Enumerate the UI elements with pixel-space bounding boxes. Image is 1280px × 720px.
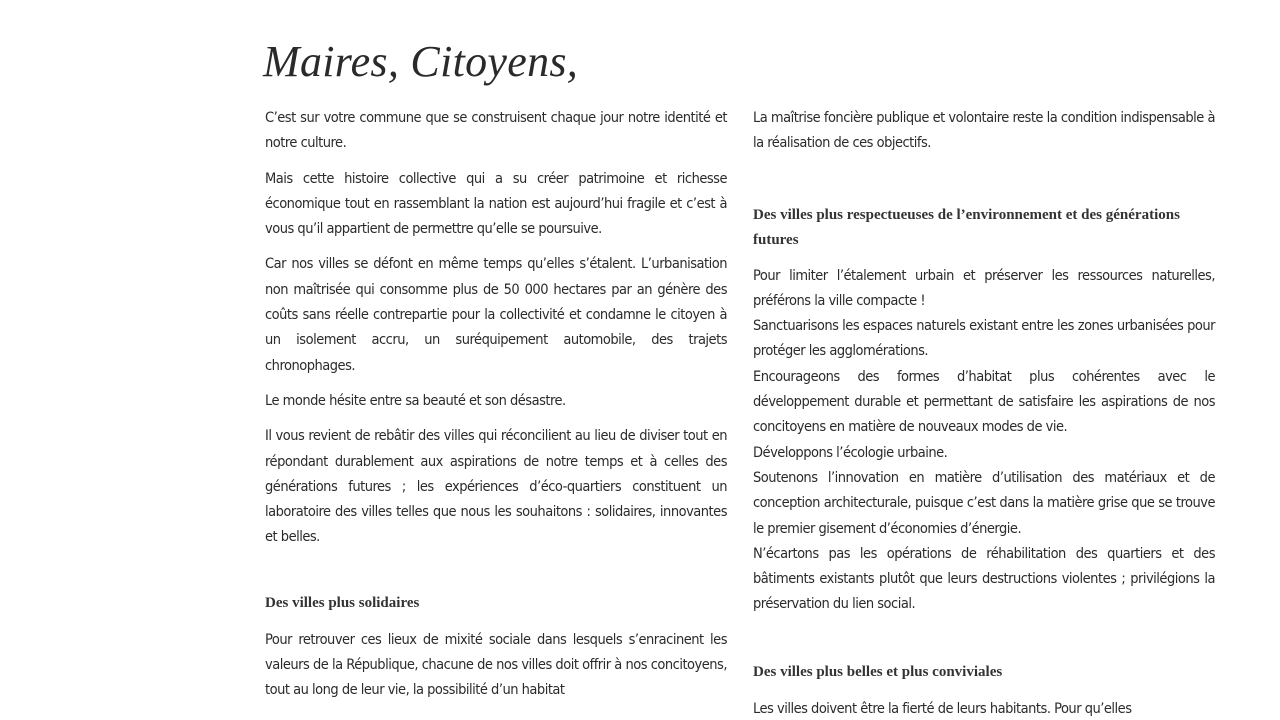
rebuild-cities-paragraph: Il vous revient de rebâtir des villes qui réconcilient au lieu de diviser tout en répondant durablement aux aspirations de notre temps et à celles des générations futures ; les expériences d’éco-quartiers constituent un laboratoire des villes telles que nous les souhaitons : solidaires, innovantes et belles.	[265, 428, 727, 546]
environnement-line: Développons l’écologie urbaine.	[753, 444, 948, 461]
environnement-paragraph	[753, 264, 1215, 618]
urban-sprawl-paragraph: Car nos villes se défont en même temps qu’elles s’étalent. L’urbanisation non maîtrisée qui consomme plus de 50 000 hectares par an génère des coûts sans réelle contrepartie pour la collectivité et condamne le citoyen à un isolement accru, un suréquipement automobile, des trajets chronophages.	[265, 256, 727, 374]
environnement-line: Pour limiter l’étalement urbain et préserver les ressources naturelles, préférons la ville compacte !	[753, 267, 1215, 309]
environnement-line: Soutenons l’innovation en matière d’utilisation des matériaux et de conception architecturale, puisque c’est dans la matière grise que se trouve le premier gisement d’économies d’énergie.	[753, 469, 1215, 537]
history-paragraph: Mais cette histoire collective qui a su créer patrimoine et richesse économique tout en rassemblant la nation est aujourd’hui fragile et c’est à vous qu’il appartient de permettre qu’elle se poursuive.	[265, 170, 727, 238]
land-control-paragraph: La maîtrise foncière publique et volontaire reste la condition indispensable à la réalisation de ces objectifs.	[753, 110, 1215, 152]
environnement-line: Encourageons des formes d’habitat plus cohérentes avec le développement durable et permettant de satisfaire les aspirations de nos concitoyens en matière de nouveaux modes de vie.	[753, 368, 1215, 436]
solidaires-paragraph: Pour retrouver ces lieux de mixité sociale dans lesquels s’enracinent les valeurs de la République, chacune de nos villes doit offrir à nos concitoyens, tout au long de leur vie, la possibilité d’un habitat	[265, 631, 727, 699]
environnement-line: N’écartons pas les opérations de réhabilitation des quartiers et des bâtiments existants plutôt que leurs destructions violentes ; privilégions la préservation du lien social.	[753, 545, 1215, 613]
intro-paragraph: C’est sur votre commune que se construisent chaque jour notre identité et notre culture.	[265, 110, 727, 152]
section-heading-environnement: Des villes plus respectueuses de l’environnement et des générations futures	[753, 206, 1180, 248]
environnement-line: Sanctuarisons les espaces naturels existant entre les zones urbanisées pour protéger les agglomérations.	[753, 318, 1215, 360]
conviviales-paragraph: Les villes doivent être la fierté de leurs habitants. Pour qu’elles	[753, 700, 1132, 717]
left-column	[265, 106, 727, 714]
section-heading-conviviales: Des villes plus belles et plus conviviales	[753, 663, 1003, 680]
section-heading-solidaires: Des villes plus solidaires	[265, 594, 420, 611]
page-title: Maires, Citoyens,	[263, 37, 579, 86]
right-column	[753, 106, 1215, 720]
world-hesitates-paragraph: Le monde hésite entre sa beauté et son désastre.	[265, 392, 566, 409]
